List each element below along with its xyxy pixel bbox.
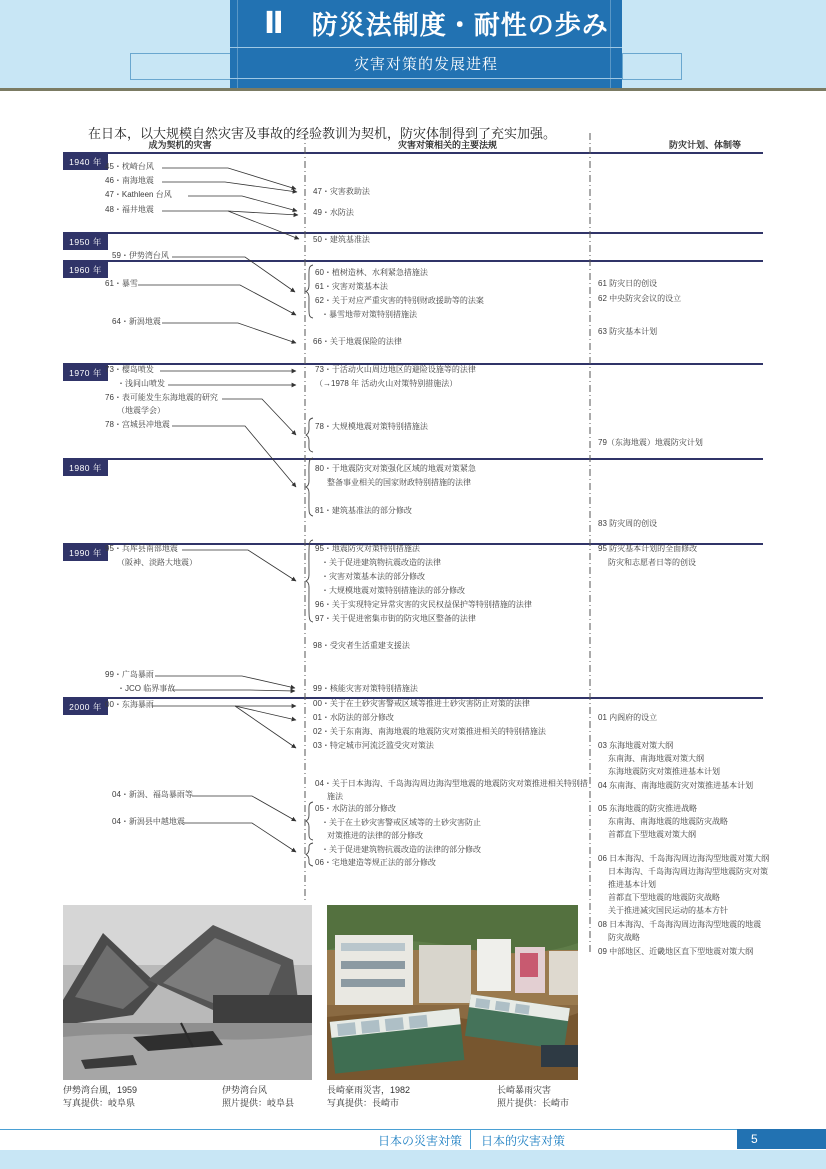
group-brace [306, 458, 313, 516]
disaster-item: 45・枕崎台风 [105, 162, 154, 171]
law-item: ・关于促进建筑物抗震改造的法律 [321, 558, 441, 567]
law-item: 99・核能灾害对策特别措施法 [313, 684, 418, 693]
footer-divider [470, 1130, 471, 1149]
law-item: ・暴雪地带对策特别措施法 [321, 310, 417, 319]
law-item: 98・受灾者生活重建支援法 [313, 641, 410, 650]
plan-item: 83 防灾周的创设 [598, 519, 658, 528]
disaster-item: 61・暴雪 [105, 279, 138, 288]
connector-arrow [192, 796, 296, 821]
law-item: ・大规模地震对策特别措施法的部分修改 [321, 586, 465, 595]
header-outline-box-left [130, 53, 231, 80]
plan-item: 东南海、南海地震的地震防灾战略 [608, 817, 728, 826]
plan-item: 东南海、南海地震对策大纲 [608, 754, 704, 763]
plan-item: 03 东海地震对策大纲 [598, 741, 674, 750]
photo2-caption-cn: 长崎暴雨灾害 照片提供：长崎市 [497, 1085, 570, 1109]
plan-item: 关于推进减灾国民运动的基本方针 [608, 906, 728, 915]
chapter-subtitle: 灾害对策的发展进程 [353, 55, 498, 73]
connector-arrow [235, 706, 296, 748]
law-item: ・关于促进建筑物抗震改造的法律的部分修改 [321, 845, 481, 854]
law-item: 06・宅地建造等规正法的部分修改 [315, 858, 436, 867]
plan-item: 推进基本计划 [608, 880, 656, 889]
decade-line [63, 152, 763, 154]
connector-arrow [162, 168, 296, 189]
disaster-item: 00・东海暴雨 [105, 700, 154, 709]
plan-item: 08 日本海沟、千岛海沟周边海沟型地震的地震 [598, 920, 762, 929]
photo-ise-bay-typhoon [63, 905, 312, 1080]
law-item: 04・关于日本海沟、千岛海沟周边海沟型地震的地震防灾对策推进相关特别措 [315, 779, 588, 788]
disaster-item: 73・樱岛喷发 [105, 365, 154, 374]
plan-item: 东海地震防灾对策推进基本计划 [608, 767, 720, 776]
decade-label: 1970 年 [63, 365, 108, 381]
page-number: 5 [737, 1129, 826, 1149]
law-item: ・关于在土砂灾害警戒区域等的土砂灾害防止 [321, 818, 481, 827]
connector-arrow [228, 211, 299, 239]
disaster-item: （地震学会） [117, 406, 165, 415]
law-item: 66・关于地震保险的法律 [313, 337, 402, 346]
law-item: 47・灾害救助法 [313, 187, 370, 196]
plan-item: 防灾和志愿者日等的创设 [608, 558, 696, 567]
law-item: 95・地震防灾对策特别措施法 [315, 544, 420, 553]
decade-label: 1960 年 [63, 262, 108, 278]
connector-arrow [235, 706, 296, 720]
group-brace [306, 802, 313, 840]
decade-label: 1980 年 [63, 460, 108, 476]
disaster-item: 04・新潟、福岛暴雨等 [112, 790, 193, 799]
law-item: 60・植树造林、水利紧急措施法 [315, 268, 428, 277]
plan-item: 09 中部地区、近畿地区直下型地震对策大纲 [598, 947, 754, 956]
photo-nagasaki-rain-disaster [327, 905, 578, 1080]
chapter-title-block [230, 0, 622, 88]
disaster-item: 99・广岛暴雨 [105, 670, 154, 679]
law-item: ・灾害对策基本法的部分修改 [321, 572, 425, 581]
plan-item: 63 防灾基本计划 [598, 327, 658, 336]
connector-arrow [155, 676, 295, 688]
plan-item: 04 东南海、南海地震防灾对策推进基本计划 [598, 781, 754, 790]
disaster-item: ・JCO 临界事故 [117, 684, 176, 693]
group-brace [306, 843, 313, 866]
law-item: 对策推进的法律的部分修改 [327, 831, 423, 840]
disaster-item: 48・福井地震 [105, 205, 154, 214]
group-brace [306, 265, 313, 318]
connector-arrow [188, 196, 297, 211]
footer-title-cn: 日本的灾害对策 [481, 1134, 566, 1148]
law-item: 81・建筑基准法的部分修改 [315, 506, 412, 515]
decade-label: 1950 年 [63, 234, 108, 250]
connector-arrow [162, 323, 296, 343]
law-item: 整备事业相关的国家财政特别措施的法律 [327, 478, 471, 487]
law-item: 50・建筑基准法 [313, 235, 370, 244]
plan-item: 79（东海地震）地震防灾计划 [598, 438, 703, 447]
chapter-title: 防災法制度・耐性の歩み [311, 10, 609, 40]
connector-arrow [222, 399, 296, 435]
disaster-item: 46・南海地震 [105, 176, 154, 185]
disaster-item: 95・兵库县南部地震 [105, 544, 178, 553]
group-brace [306, 540, 313, 622]
plan-item: 防灾战略 [608, 933, 640, 942]
plan-item: 06 日本海沟、千岛海沟周边海沟型地震对策大纲 [598, 854, 770, 863]
disaster-item: （阪神、淡路大地震） [117, 558, 197, 567]
law-item: 96・关于实现特定异常灾害的灾民权益保护等特别措施的法律 [315, 600, 532, 609]
disaster-item: 64・新潟地震 [112, 317, 161, 326]
plan-item: 首都直下型地震对策大纲 [608, 830, 696, 839]
header-outline-box-right [622, 53, 682, 80]
law-item: 80・于地震防灾对策强化区域的地震对策紧急 [315, 464, 476, 473]
plan-item: 01 内阁府的设立 [598, 713, 658, 722]
connector-arrow [138, 285, 296, 315]
plan-item: 61 防灾日的创设 [598, 279, 658, 288]
connector-arrow [172, 257, 295, 292]
disaster-item: 59・伊势湾台风 [112, 251, 169, 260]
header-bottom-rule [0, 88, 826, 91]
photo1-caption-jp: 伊勢湾台風，1959 写真提供：岐阜県 [63, 1085, 138, 1109]
connector-arrow [162, 182, 297, 192]
page-header [0, 0, 826, 88]
column-header-disasters: 成为契机的灾害 [148, 140, 212, 150]
column-header-laws: 灾害对策相关的主要法规 [397, 140, 497, 150]
photo1-caption-cn: 伊势湾台风 照片提供：岐阜县 [222, 1085, 295, 1109]
decade-label: 1940 年 [63, 154, 108, 170]
disaster-item: 04・新潟县中越地震 [112, 817, 185, 826]
plan-item: 首都直下型地震的地震防灾战略 [608, 893, 720, 902]
plan-item: 95 防灾基本计划的全面修改 [598, 544, 698, 553]
law-item: 73・于活动火山周边地区的避险设施等的法律 [315, 365, 476, 374]
disaster-item: 78・宫城县冲地震 [105, 420, 170, 429]
plan-item: 日本海沟、千岛海沟周边海沟型地震防灾对策 [608, 867, 768, 876]
connector-arrow [172, 426, 296, 487]
law-item: 49・水防法 [313, 208, 354, 217]
law-item: 61・灾害对策基本法 [315, 282, 388, 291]
decade-line [63, 232, 763, 234]
law-item: 78・大规模地震对策特别措施法 [315, 422, 428, 431]
law-item: 施法 [327, 792, 343, 801]
connector-arrow [182, 550, 296, 581]
law-item: 62・关于对应严重灾害的特别财政援助等的法案 [315, 296, 484, 305]
law-item: 97・关于促进密集市街的防灾地区整备的法律 [315, 614, 476, 623]
intro-paragraph: 在日本，以大规模自然灾害及事故的经验教训为契机，防灾体制得到了充实加强。 [88, 126, 557, 141]
footer-title-jp: 日本の災害対策 [377, 1134, 462, 1148]
footer-strip [0, 1150, 826, 1169]
plan-item: 05 东海地震的防灾推进战略 [598, 804, 698, 813]
law-item: （→1978 年 活动火山对策特别措施法） [315, 379, 458, 388]
law-item: 03・特定城市河流泛滥受灾对策法 [313, 741, 434, 750]
chapter-number: Ⅱ [264, 7, 284, 40]
connector-arrow [173, 690, 295, 691]
law-item: 05・水防法的部分修改 [315, 804, 396, 813]
law-item: 01・水防法的部分修改 [313, 713, 394, 722]
connector-arrow [162, 211, 298, 215]
connector-arrow [184, 823, 296, 852]
decade-label: 2000 年 [63, 699, 108, 715]
disaster-item: 76・表可能发生东海地震的研究 [105, 393, 218, 402]
group-brace [306, 418, 313, 452]
disaster-item: 47・Kathleen 台风 [105, 190, 172, 199]
law-item: 02・关于东南海、南海地震的地震防灾对策推进相关的特别措施法 [313, 727, 546, 736]
decade-line [63, 458, 763, 460]
decade-label: 1990 年 [63, 545, 108, 561]
disaster-item: ・浅间山喷发 [117, 379, 165, 388]
law-item: 00・关于在土砂灾害警戒区域等推进土砂灾害防止对策的法律 [313, 699, 530, 708]
plan-item: 62 中央防灾会议的设立 [598, 294, 682, 303]
photo2-caption-jp: 長崎豪雨災害，1982 写真提供：長崎市 [327, 1085, 411, 1109]
column-header-plans: 防灾计划、体制等 [668, 140, 741, 150]
subtitle-divider [230, 78, 622, 79]
